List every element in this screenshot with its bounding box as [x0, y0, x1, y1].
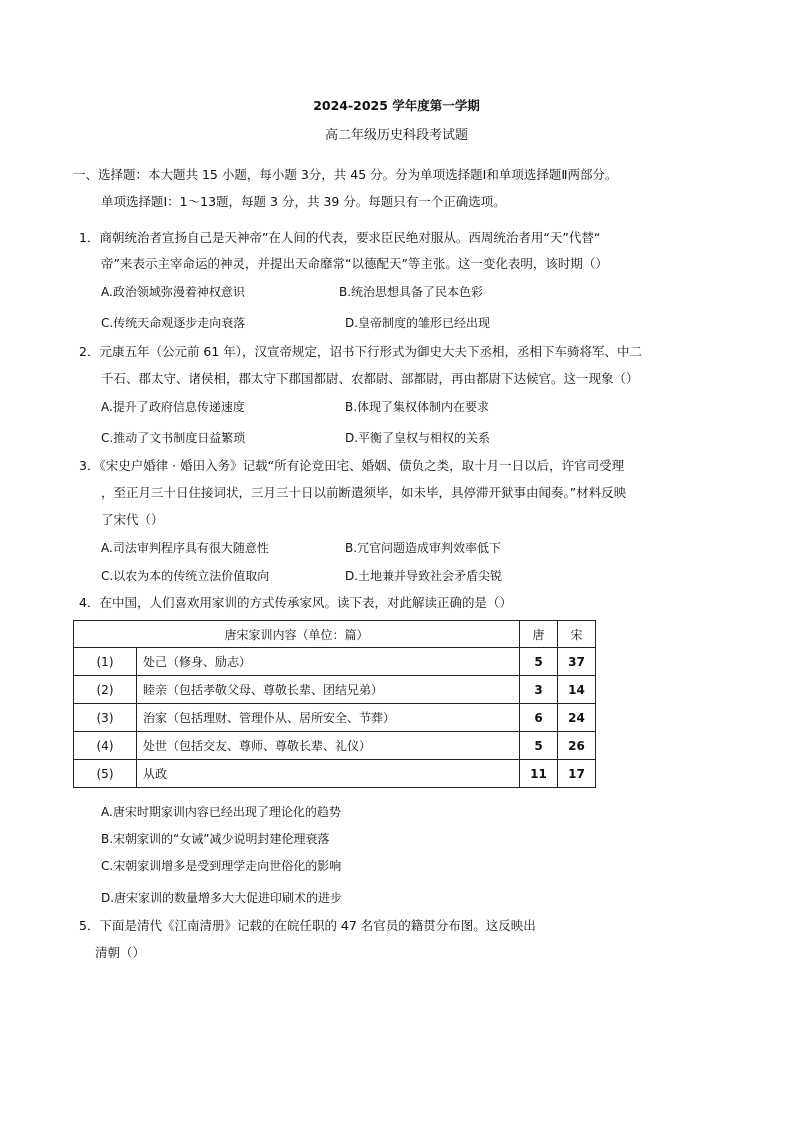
question-3-option-b[interactable]: B.冗官问题造成审判效率低下 [345, 541, 502, 555]
row-content: 睦亲（包括孝敬父母、尊敬长辈、团结兄弟） [137, 676, 520, 704]
question-1-text: 1．商朝统治者宣扬自己是天神帝”在人间的代表，要求臣民绝对服从。西周统治者用“天”代替“ [79, 230, 601, 245]
question-4-text: 4．在中国，人们喜欢用家训的方式传承家风。读下表，对此解读正确的是（） [79, 595, 512, 610]
question-4-option-d[interactable]: D.唐宋家训的数量增多大大促进印刷术的进步 [101, 891, 343, 905]
row-number: (3) [74, 704, 137, 732]
table-row [74, 760, 596, 788]
question-4-option-b[interactable]: B.宋朝家训的“女诫”减少说明封建伦理衰落 [101, 832, 330, 846]
question-2-option-b[interactable]: B.体现了集权体制内在要求 [345, 400, 490, 414]
row-content: 治家（包括理财、管理仆从、居所安全、节葬） [137, 704, 520, 732]
question-2-option-d[interactable]: D.平衡了皇权与相权的关系 [345, 431, 491, 445]
row-song-count: 14 [558, 676, 596, 704]
row-content: 处世（包括交友、尊师、尊敬长辈、礼仪） [137, 732, 520, 760]
question-5-text: 清朝（） [95, 945, 146, 960]
row-song-count: 24 [558, 704, 596, 732]
question-2-text: 2．元康五年（公元前 61 年），汉宣帝规定，诏书下行形式为御史大夫下丞相，丞相下车骑将军、中二 [79, 344, 643, 359]
question-1-option-d[interactable]: D.皇帝制度的雏形已经出现 [345, 316, 491, 330]
exam-year-term: 2024-2025 学年度第一学期 [313, 98, 480, 113]
table-row [74, 732, 596, 760]
question-3-text: ，至正月三十日住接词状，三月三十日以前断遣须毕，如未毕，具停滞开狱事由闻奏。”材料反映 [101, 485, 627, 500]
row-number: (4) [74, 732, 137, 760]
question-2-text: 千石、郡太守、诸侯相，郡太守下郡国都尉、农都尉、部都尉，再由都尉下达候官。这一现象（） [101, 371, 639, 386]
question-1-option-b[interactable]: B.统治思想具备了民本色彩 [339, 285, 484, 299]
row-tang-count: 3 [520, 676, 558, 704]
question-1-option-c[interactable]: C.传统天命观逐步走向衰落 [101, 316, 246, 330]
question-3-option-d[interactable]: D.土地兼并导致社会矛盾尖锐 [345, 569, 503, 583]
family-instruction-table [73, 620, 596, 788]
question-4-option-c[interactable]: C.宋朝家训增多是受到理学走向世俗化的影响 [101, 859, 342, 873]
row-song-count: 17 [558, 760, 596, 788]
row-tang-count: 6 [520, 704, 558, 732]
table-row [74, 676, 596, 704]
row-tang-count: 5 [520, 732, 558, 760]
question-1-option-a[interactable]: A.政治领域弥漫着神权意识 [101, 285, 245, 299]
row-song-count: 26 [558, 732, 596, 760]
row-content: 从政 [137, 760, 520, 788]
row-number: (1) [74, 648, 137, 676]
question-3-option-a[interactable]: A.司法审判程序具有很大随意性 [101, 541, 269, 555]
row-number: (5) [74, 760, 137, 788]
table-header-song: 宋 [558, 621, 596, 648]
row-tang-count: 5 [520, 648, 558, 676]
question-2-option-a[interactable]: A.提升了政府信息传递速度 [101, 400, 245, 414]
table-header-content: 唐宋家训内容（单位：篇） [74, 621, 520, 648]
section-instruction: 一、选择题：本大题共 15 小题，每小题 3分，共 45 分。分为单项选择题Ⅰ和单项选择题Ⅱ两部分。 [73, 167, 618, 182]
question-4-option-a[interactable]: A.唐宋时期家训内容已经出现了理论化的趋势 [101, 805, 341, 819]
question-3-text: 3．《宋史户婚律 · 婚田入务》记载“所有论竞田宅、婚姻、债负之类，取十月一日以后，许官司受理 [79, 458, 625, 473]
table-header-tang: 唐 [520, 621, 558, 648]
section-sub-instruction: 单项选择题Ⅰ：1～13题，每题 3 分，共 39 分。每题只有一个正确选项。 [101, 194, 506, 209]
row-number: (2) [74, 676, 137, 704]
question-3-option-c[interactable]: C.以农为本的传统立法价值取向 [101, 569, 270, 583]
table-header-row [74, 621, 596, 648]
table-row [74, 648, 596, 676]
row-song-count: 37 [558, 648, 596, 676]
table-row [74, 704, 596, 732]
exam-title: 高二年级历史科段考试题 [324, 128, 468, 143]
question-3-text: 了宋代（） [101, 512, 164, 527]
row-tang-count: 11 [520, 760, 558, 788]
row-content: 处己（修身、励志） [137, 648, 520, 676]
question-5-text: 5．下面是清代《江南清册》记载的在皖任职的 47 名官员的籍贯分布图。这反映出 [79, 918, 536, 933]
question-2-option-c[interactable]: C.推动了文书制度日益繁琐 [101, 431, 246, 445]
question-1-text: 帝”来表示主宰命运的神灵，并提出天命靡常“以德配天”等主张。这一变化表明，该时期（） [101, 256, 608, 271]
